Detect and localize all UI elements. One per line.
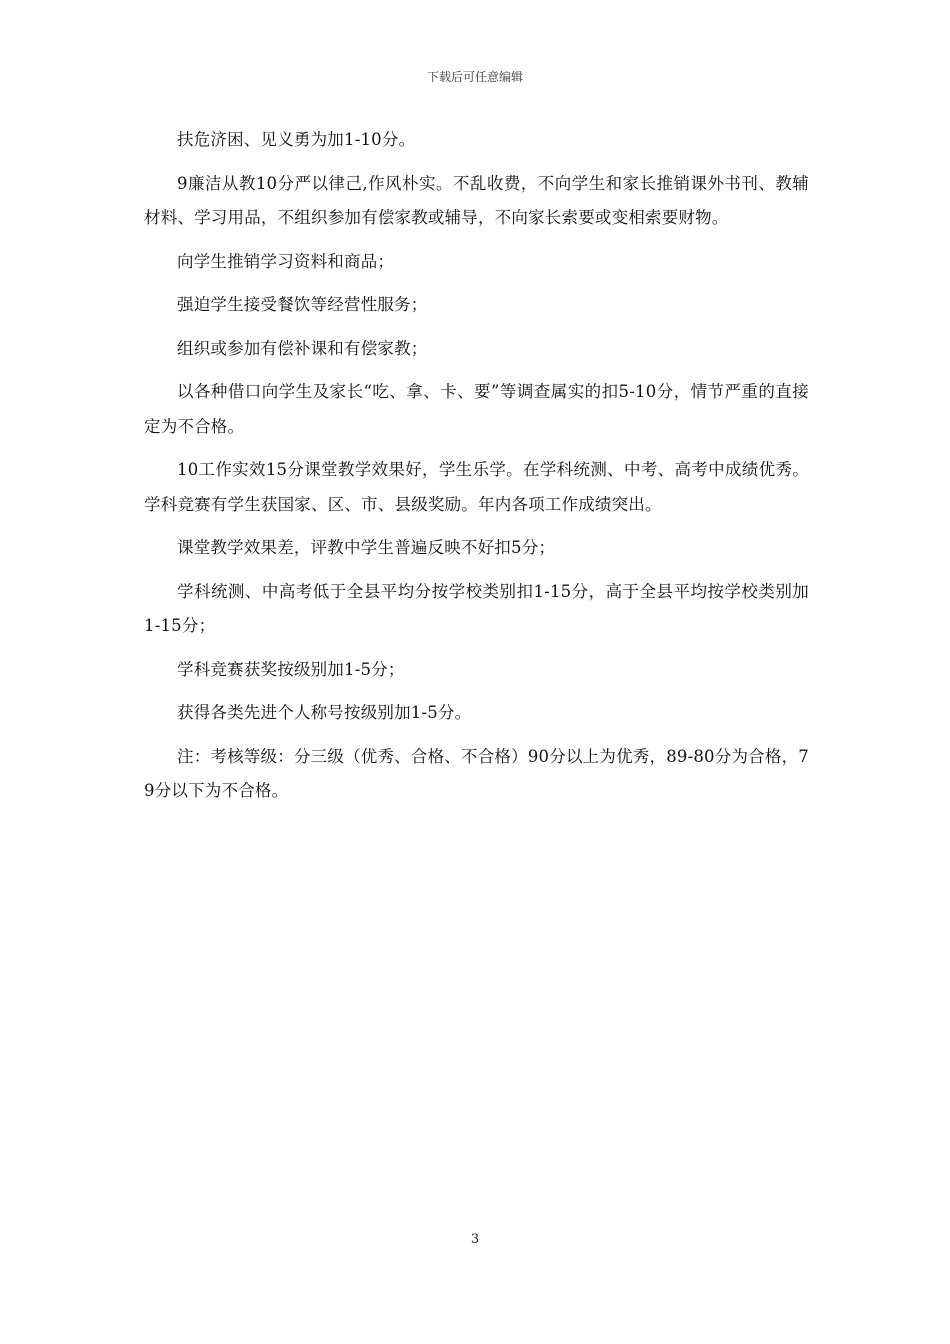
paragraph: 以各种借口向学生及家长“吃、拿、卡、要”等调查属实的扣5-10分，情节严重的直接定为不合格。 [144,382,809,436]
paragraph: 向学生推销学习资料和商品； [177,251,395,271]
paragraph: 扶危济困、见义勇为加1-10分。 [177,130,416,149]
page-header: 下载后可任意编辑 [426,70,523,84]
paragraph: 9廉洁从教10分严以律己,作风朴实。不乱收费，不向学生和家长推销课外书刊、教辅材料、学习用品，不组织参加有偿家教或辅导，不向家长索要或变相索要财物。 [144,173,809,227]
paragraph: 10工作实效15分课堂教学效果好，学生乐学。在学科统测、中考、高考中成绩优秀。学科竞赛有学生获国家、区、市、县级奖励。年内各项工作成绩突出。 [144,460,809,514]
paragraph: 强迫学生接受餐饮等经营性服务； [177,295,428,314]
paragraph: 学科竞赛获奖按级别加1-5分； [177,659,405,679]
paragraph: 学科统测、中高考低于全县平均分按学校类别扣1-15分，高于全县平均按学校类别加1-15分； [144,581,809,635]
document-body [144,123,809,818]
paragraph: 注：考核等级：分三级（优秀、合格、不合格）90分以上为优秀，89-80分为合格，79分以下为不合格。 [144,746,809,800]
paragraph: 获得各类先进个人称号按级别加1-5分。 [177,703,472,722]
paragraph: 课堂教学效果差，评教中学生普遍反映不好扣5分； [177,538,556,557]
paragraph: 组织或参加有偿补课和有偿家教； [177,338,428,358]
page-number: 3 [470,1232,480,1247]
